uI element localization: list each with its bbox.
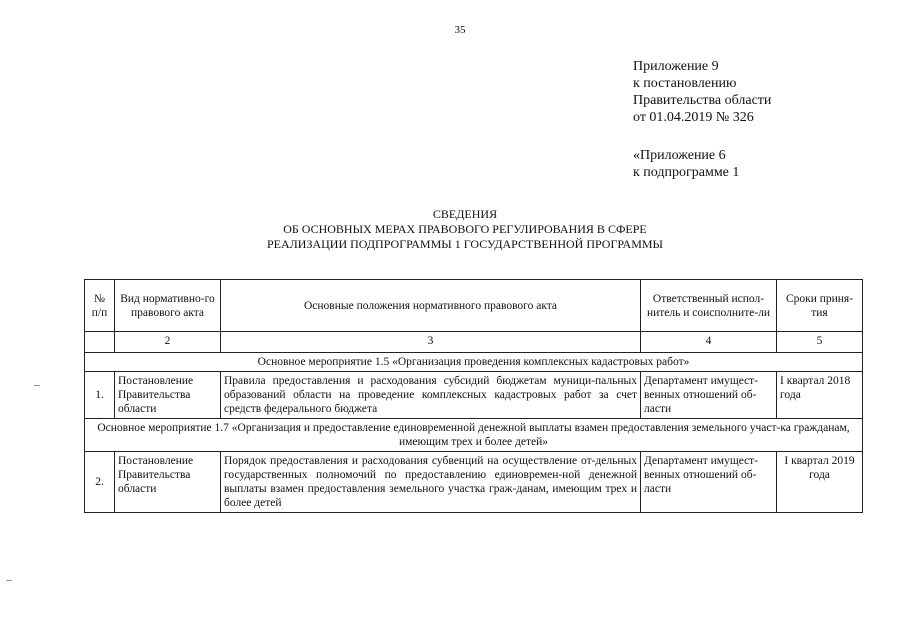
row-responsible: Департамент имущест-венных отношений об-ласти: [641, 372, 777, 419]
row-provisions: Порядок предоставления и расходования субвенций на осуществление от-дельных государственных полномочий по предоставлению единовремен-ной денежной выплаты взамен предоставления земельного участка граж-данам, имеющим трех и более детей: [221, 452, 641, 513]
header-type: Вид нормативно-го правового акта: [115, 280, 221, 332]
header-deadline: Сроки приня-тия: [777, 280, 863, 332]
scan-mark: [6, 580, 12, 581]
header-provisions: Основные положения нормативного правового акта: [221, 280, 641, 332]
column-number: 2: [115, 332, 221, 353]
row-responsible: Департамент имущест-венных отношений об-ласти: [641, 452, 777, 513]
table-row: [85, 452, 863, 513]
header-row: [85, 280, 863, 332]
row-type: Постановление Правительства области: [115, 452, 221, 513]
appendix-line: Правительства области: [633, 93, 772, 108]
subappendix-line: «Приложение 6: [633, 148, 726, 163]
section-row: [85, 419, 863, 452]
title-line: СВЕДЕНИЯ: [432, 207, 498, 221]
appendix-block: [633, 58, 771, 126]
appendix-line: к постановлению: [633, 76, 737, 91]
scan-mark: [34, 385, 40, 386]
column-number: [85, 332, 115, 353]
row-number: 1.: [85, 372, 115, 419]
row-number: 2.: [85, 452, 115, 513]
header-responsible: Ответственный испол-нитель и соисполните-ли: [641, 280, 777, 332]
section-title: Основное мероприятие 1.5 «Организация проведения комплексных кадастровых работ»: [85, 353, 863, 372]
column-number-row: [85, 332, 863, 353]
table-row: [85, 372, 863, 419]
column-number: 5: [777, 332, 863, 353]
header-num: № п/п: [85, 280, 115, 332]
row-provisions: Правила предоставления и расходования субсидий бюджетам муници-пальных образований области на проведение комплексных кадастровых работ за счет средств федерального бюджета: [221, 372, 641, 419]
row-deadline: I квартал 2018 года: [777, 372, 863, 419]
section-row: [85, 353, 863, 372]
page-number: 35: [454, 24, 466, 36]
title-line: РЕАЛИЗАЦИИ ПОДПРОГРАММЫ 1 ГОСУДАРСТВЕННОЙ ПРОГРАММЫ: [266, 237, 664, 251]
measures-table: [84, 279, 863, 513]
row-deadline: I квартал 2019 года: [777, 452, 863, 513]
row-type: Постановление Правительства области: [115, 372, 221, 419]
subappendix-block: [633, 147, 739, 181]
document-title: [180, 207, 750, 252]
column-number: 4: [641, 332, 777, 353]
appendix-line: от 01.04.2019 № 326: [633, 110, 754, 125]
section-title: Основное мероприятие 1.7 «Организация и предоставление единовременной денежной выплаты взамен предоставления земельного участ-ка гражданам, имеющим трех и более детей»: [85, 419, 863, 452]
title-line: ОБ ОСНОВНЫХ МЕРАХ ПРАВОВОГО РЕГУЛИРОВАНИЯ В СФЕРЕ: [283, 222, 647, 236]
column-number: 3: [221, 332, 641, 353]
appendix-line: Приложение 9: [633, 59, 719, 74]
subappendix-line: к подпрограмме 1: [633, 165, 740, 180]
